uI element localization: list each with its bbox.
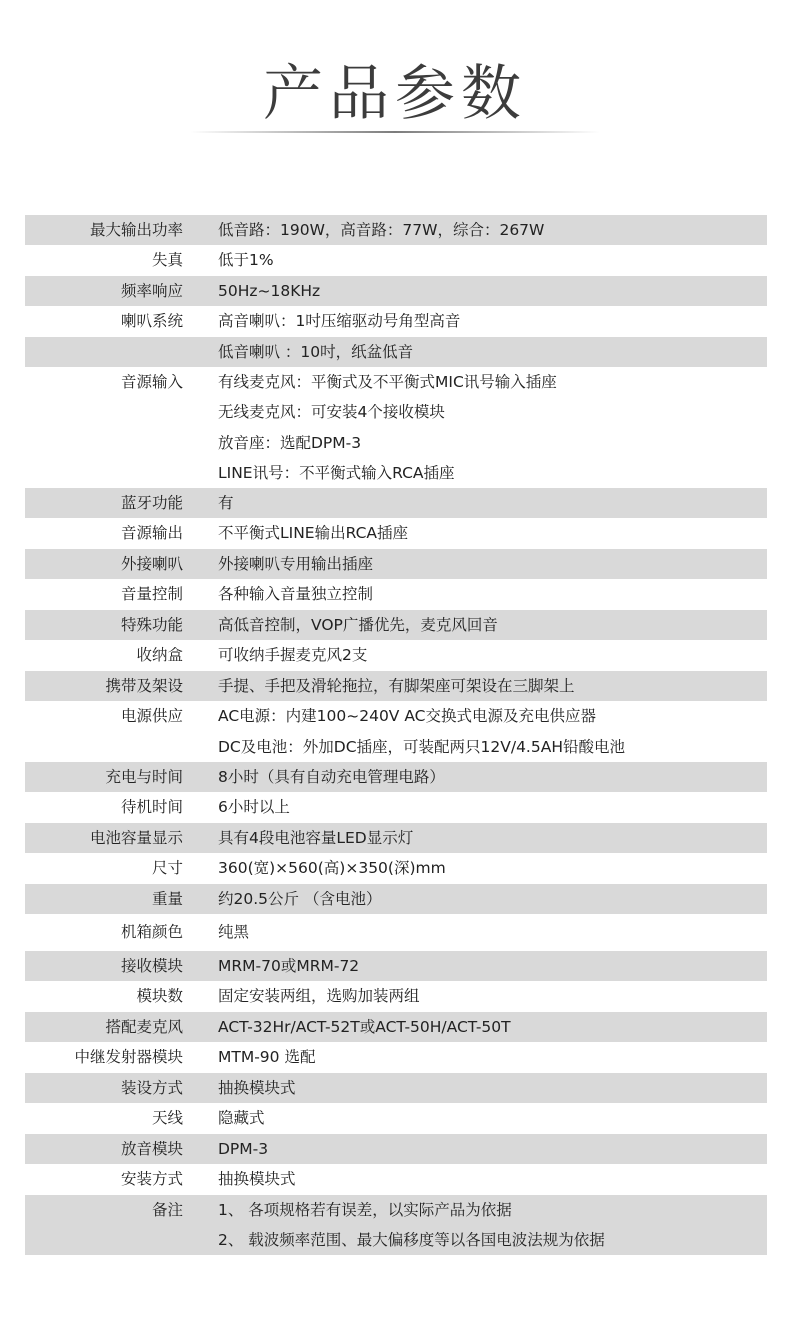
spec-label: 电源供应	[120, 707, 183, 725]
spec-row	[25, 1195, 767, 1255]
spec-value-line: LINE讯号：不平衡式输入RCA插座	[218, 463, 455, 482]
spec-row	[25, 640, 767, 671]
spec-label: 最大输出功率	[89, 221, 183, 239]
spec-value-line: 可收纳手握麦克风2支	[218, 646, 368, 664]
spec-value	[183, 215, 767, 245]
spec-row	[25, 1073, 767, 1103]
spec-value	[183, 1042, 767, 1073]
spec-value	[183, 1164, 767, 1195]
spec-value	[183, 1134, 767, 1164]
spec-row	[25, 367, 767, 488]
spec-value-line: 无线麦克风：可安装4个接收模块	[218, 403, 445, 422]
spec-value-line: 8小时（具有自动充电管理电路）	[218, 768, 445, 786]
spec-value	[183, 1012, 767, 1042]
spec-value	[183, 640, 767, 671]
spec-label: 装设方式	[120, 1079, 183, 1097]
spec-row	[25, 914, 767, 951]
spec-table	[25, 215, 767, 1255]
spec-value	[183, 1073, 767, 1103]
spec-value-line: 1、 各项规格若有误差，以实际产品为依据	[218, 1201, 512, 1219]
spec-value	[183, 488, 767, 518]
spec-value-line: 各种输入音量独立控制	[218, 585, 374, 603]
spec-row	[25, 1103, 767, 1134]
spec-label: 收纳盒	[136, 646, 183, 664]
spec-value-line: 具有4段电池容量LED显示灯	[218, 829, 414, 847]
page-header	[0, 0, 790, 200]
spec-value-line: MRM-70或MRM-72	[218, 957, 360, 975]
title-divider	[190, 131, 600, 133]
spec-row	[25, 701, 767, 762]
spec-value	[183, 276, 767, 306]
spec-row	[25, 1012, 767, 1042]
spec-row	[25, 276, 767, 306]
spec-label: 模块数	[136, 987, 183, 1005]
spec-row	[25, 549, 767, 579]
spec-value-line: 360(宽)×560(高)×350(深)mm	[218, 859, 446, 877]
spec-label: 特殊功能	[120, 616, 183, 634]
spec-value-line: 50Hz~18KHz	[218, 282, 321, 300]
spec-value	[183, 823, 767, 853]
spec-value	[183, 367, 767, 488]
spec-label: 搭配麦克风	[105, 1018, 183, 1036]
spec-value-line: 放音座：选配DPM-3	[218, 433, 362, 452]
spec-label: 放音模块	[120, 1140, 183, 1158]
spec-row	[25, 518, 767, 549]
spec-label: 喇叭系统	[120, 312, 183, 330]
spec-value	[183, 914, 767, 951]
spec-value	[183, 337, 767, 367]
spec-row	[25, 1134, 767, 1164]
spec-row	[25, 579, 767, 610]
spec-value-line: DC及电池：外加DC插座，可装配两只12V/4.5AH铅酸电池	[218, 737, 625, 756]
spec-value	[183, 1195, 767, 1255]
spec-row	[25, 610, 767, 640]
spec-value-line: 抽换模块式	[218, 1170, 296, 1188]
spec-row	[25, 1042, 767, 1073]
spec-value-line: 低于1%	[218, 251, 274, 269]
spec-value-line: AC电源：内建100~240V AC交换式电源及充电供应器	[218, 707, 596, 725]
spec-label: 备注	[151, 1201, 183, 1219]
page-title: 产品参数	[263, 59, 527, 129]
spec-row	[25, 488, 767, 518]
spec-value-line: MTM-90 选配	[218, 1048, 316, 1066]
spec-value-line: 有线麦克风：平衡式及不平衡式MIC讯号输入插座	[218, 373, 557, 391]
spec-value-line: 抽换模块式	[218, 1079, 296, 1097]
spec-value	[183, 981, 767, 1012]
spec-value-line: 6小时以上	[218, 798, 290, 816]
spec-value	[183, 549, 767, 579]
spec-value	[183, 610, 767, 640]
spec-value-line: 纯黑	[218, 923, 250, 941]
spec-label: 音源输出	[120, 524, 183, 542]
spec-value	[183, 701, 767, 762]
spec-value-line: 隐藏式	[218, 1109, 265, 1127]
spec-row	[25, 951, 767, 981]
spec-value	[183, 306, 767, 337]
spec-value-line: 2、 载波频率范围、最大偏移度等以各国电波法规为依据	[218, 1231, 605, 1249]
spec-label: 音源输入	[120, 373, 183, 391]
spec-label: 失真	[151, 251, 183, 269]
spec-row	[25, 1164, 767, 1195]
spec-label: 天线	[151, 1109, 183, 1127]
spec-value	[183, 579, 767, 610]
spec-row	[25, 981, 767, 1012]
spec-row	[25, 337, 767, 367]
spec-row	[25, 245, 767, 276]
spec-row	[25, 215, 767, 245]
spec-row	[25, 792, 767, 823]
spec-label: 机箱颜色	[120, 923, 183, 941]
spec-label: 携带及架设	[105, 677, 183, 695]
spec-value	[183, 884, 767, 914]
spec-value-line: 固定安装两组，选购加装两组	[218, 987, 420, 1005]
spec-value	[183, 792, 767, 823]
spec-value-line: 约20.5公斤 （含电池）	[218, 890, 382, 908]
spec-label: 充电与时间	[105, 768, 183, 786]
spec-value	[183, 671, 767, 701]
spec-label: 电池容量显示	[89, 829, 183, 847]
spec-row	[25, 884, 767, 914]
spec-label: 尺寸	[151, 859, 183, 877]
spec-label: 中继发射器模块	[74, 1048, 183, 1066]
spec-value	[183, 1103, 767, 1134]
spec-label: 音量控制	[120, 585, 183, 603]
spec-value	[183, 245, 767, 276]
spec-row	[25, 823, 767, 853]
spec-label: 待机时间	[120, 798, 183, 816]
spec-label: 重量	[151, 890, 183, 908]
spec-label: 安装方式	[120, 1170, 183, 1188]
spec-value	[183, 951, 767, 981]
spec-row	[25, 853, 767, 884]
spec-label: 接收模块	[120, 957, 183, 975]
spec-value-line: 手提、手把及滑轮拖拉，有脚架座可架设在三脚架上	[218, 677, 575, 695]
spec-value-line: 低音喇叭 ：10吋，纸盆低音	[218, 343, 414, 361]
spec-value-line: 外接喇叭专用输出插座	[218, 555, 374, 573]
spec-value-line: 不平衡式LINE输出RCA插座	[218, 524, 409, 542]
spec-value	[183, 853, 767, 884]
spec-label: 外接喇叭	[120, 555, 183, 573]
spec-value-line: 有	[218, 494, 234, 512]
spec-value-line: 高低音控制，VOP广播优先，麦克风回音	[218, 616, 498, 634]
spec-label	[25, 337, 183, 367]
spec-label: 蓝牙功能	[120, 494, 183, 512]
spec-value	[183, 518, 767, 549]
spec-row	[25, 762, 767, 792]
spec-value	[183, 762, 767, 792]
spec-row	[25, 671, 767, 701]
spec-value-line: 低音路：190W，高音路：77W，综合：267W	[218, 221, 545, 239]
spec-label: 频率响应	[120, 282, 183, 300]
spec-value-line: 高音喇叭：1吋压缩驱动号角型高音	[218, 312, 461, 330]
spec-value-line: DPM-3	[218, 1140, 269, 1158]
spec-row	[25, 306, 767, 337]
spec-value-line: ACT-32Hr/ACT-52T或ACT-50H/ACT-50T	[218, 1018, 511, 1036]
